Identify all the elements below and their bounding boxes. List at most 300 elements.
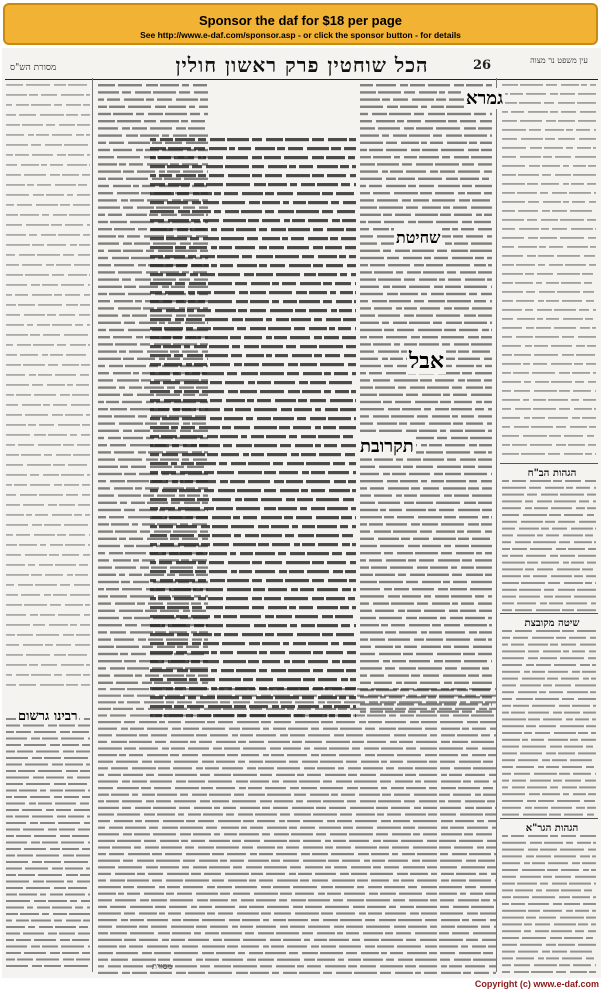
text-line-segment (564, 746, 583, 748)
text-line-segment (218, 721, 233, 723)
text-line-segment (502, 246, 514, 248)
text-line-segment (588, 237, 596, 239)
text-line-segment (489, 774, 496, 776)
text-line-segment (336, 192, 354, 195)
text-line-segment (115, 602, 135, 604)
text-line-segment (352, 606, 356, 609)
text-line-segment (257, 846, 275, 848)
text-line-segment (290, 552, 305, 555)
sponsor-title[interactable]: Sponsor the daf for $18 per page (199, 13, 402, 28)
text-line-segment (365, 728, 375, 730)
text-line-segment (262, 807, 270, 809)
text-line-segment (378, 800, 401, 802)
text-line-segment (148, 708, 163, 710)
text-line-segment (398, 919, 422, 921)
text-line-segment (98, 444, 107, 446)
text-line-segment (153, 833, 176, 835)
text-line-segment (179, 386, 194, 388)
text-line-segment (237, 327, 246, 330)
text-line-segment (203, 813, 223, 815)
text-line-segment (567, 691, 588, 693)
text-line-segment (421, 912, 437, 914)
text-line-segment (502, 596, 516, 598)
text-line-segment (194, 807, 212, 809)
text-line-segment (26, 783, 50, 785)
text-line-segment (245, 318, 263, 321)
text-line-segment (502, 500, 522, 502)
text-line-segment (150, 255, 163, 258)
text-line-segment (167, 873, 189, 875)
text-line-segment (502, 291, 523, 293)
text-line-segment (448, 91, 461, 93)
text-line-segment (239, 714, 247, 716)
text-line-segment (158, 597, 171, 600)
text-line-segment (578, 752, 596, 754)
text-line-segment (464, 473, 487, 475)
text-line-segment (110, 688, 125, 690)
text-line-segment (98, 912, 121, 914)
text-line-segment (156, 860, 180, 862)
text-line-segment (277, 846, 283, 848)
text-line-segment (157, 646, 175, 648)
text-line-segment (50, 848, 60, 850)
text-line-segment (160, 507, 175, 510)
text-line-segment (389, 714, 396, 716)
text-line-segment (286, 561, 310, 564)
text-line-segment (280, 489, 299, 492)
text-line-segment (379, 728, 396, 730)
text-line-segment (396, 932, 411, 934)
sponsor-subtitle[interactable]: See http://www.e-daf.com/sponsor.asp - or click the sponsor button - for details (140, 30, 461, 40)
text-line-segment (458, 899, 479, 901)
text-line-segment (388, 595, 400, 597)
text-line-segment (526, 93, 546, 95)
text-line-segment (167, 358, 180, 360)
text-line-segment (220, 893, 230, 895)
text-line-segment (560, 494, 584, 496)
text-line-segment (414, 794, 437, 796)
text-line-segment (427, 574, 449, 576)
text-line-segment (464, 502, 476, 504)
text-line-segment (360, 631, 383, 633)
text-line-segment (397, 873, 408, 875)
text-line-segment (183, 206, 195, 208)
text-line-segment (36, 751, 59, 753)
text-line-segment (360, 264, 368, 266)
text-line-segment (407, 120, 421, 122)
text-line-segment (313, 264, 323, 267)
text-line-segment (84, 718, 90, 720)
text-line-segment (453, 422, 463, 424)
text-line-segment (255, 147, 275, 150)
text-line-segment (249, 906, 264, 908)
text-line-segment (404, 494, 417, 496)
text-line-segment (546, 752, 556, 754)
section-rule (500, 613, 598, 614)
text-line-segment (312, 174, 324, 177)
text-line-segment (78, 184, 87, 186)
text-line-segment (482, 487, 492, 489)
text-line-segment (494, 926, 496, 928)
text-line-segment (234, 534, 241, 537)
sponsor-banner[interactable] (3, 3, 598, 45)
text-line-segment (371, 688, 389, 690)
text-line-segment (170, 570, 193, 573)
text-line-segment (546, 300, 559, 302)
text-line-segment (325, 965, 346, 967)
text-line-segment (452, 415, 458, 417)
text-line-segment (445, 242, 452, 244)
text-line-segment (290, 787, 299, 789)
text-line-segment (526, 664, 534, 666)
text-line-segment (173, 408, 180, 411)
text-line-segment (66, 770, 78, 772)
text-line-segment (128, 329, 150, 331)
text-line-segment (241, 210, 262, 213)
text-line-segment (346, 761, 357, 763)
text-line-segment (210, 734, 228, 736)
text-line-segment (139, 721, 157, 723)
text-line-segment (161, 846, 182, 848)
text-line-segment (159, 721, 165, 723)
text-line-segment (146, 250, 154, 252)
text-line-segment (277, 767, 300, 769)
text-line-segment (34, 835, 56, 837)
text-line-segment (540, 602, 547, 604)
text-line-segment (257, 820, 275, 822)
text-line-segment (543, 201, 561, 203)
text-line-segment (317, 165, 338, 168)
text-line-segment (538, 957, 544, 959)
text-line-segment (481, 926, 490, 928)
text-line-segment (555, 596, 571, 598)
shita-mekubetzet-title: שיטה מקובצת (524, 618, 580, 629)
text-line-segment (227, 754, 238, 756)
text-line-segment (169, 588, 191, 591)
text-line-segment (74, 514, 82, 516)
text-line-segment (394, 379, 418, 381)
text-line-segment (25, 414, 48, 416)
text-line-segment (210, 381, 222, 384)
text-line-segment (62, 952, 79, 954)
text-line-segment (351, 873, 367, 875)
text-line-segment (443, 206, 450, 208)
text-line-segment (146, 800, 154, 802)
text-line-segment (98, 767, 108, 769)
text-line-segment (42, 738, 58, 740)
text-line-segment (404, 91, 415, 93)
text-line-segment (242, 633, 263, 636)
text-line-segment (136, 336, 143, 338)
text-line-segment (189, 678, 197, 681)
text-line-segment (150, 228, 173, 231)
text-line-segment (404, 156, 417, 158)
text-line-segment (162, 286, 169, 288)
text-line-segment (563, 165, 569, 167)
text-line-segment (315, 873, 336, 875)
text-line-segment (360, 538, 374, 540)
text-line-segment (373, 228, 389, 230)
text-line-segment (40, 544, 46, 546)
text-line-segment (360, 473, 379, 475)
text-line-segment (402, 163, 412, 165)
text-line-segment (152, 688, 162, 690)
text-line-segment (176, 314, 186, 316)
text-line-segment (515, 541, 531, 543)
text-line-segment (38, 374, 52, 376)
text-line-segment (286, 846, 299, 848)
text-line-segment (53, 214, 67, 216)
text-line-segment (460, 120, 476, 122)
text-line-segment (275, 255, 299, 258)
text-line-segment (502, 698, 512, 700)
text-line-segment (330, 237, 338, 240)
text-line-segment (367, 906, 386, 908)
text-line-segment (441, 552, 452, 554)
text-line-segment (360, 343, 371, 345)
text-line-segment (515, 889, 533, 891)
text-line-segment (250, 853, 257, 855)
text-line-segment (150, 246, 173, 249)
text-line-segment (98, 538, 117, 540)
text-line-segment (135, 487, 142, 489)
text-line-segment (529, 165, 540, 167)
text-line-segment (134, 617, 150, 619)
text-line-segment (235, 498, 242, 501)
text-line-segment (556, 444, 566, 446)
text-line-segment (413, 538, 429, 540)
text-line-segment (572, 201, 585, 203)
text-line-segment (110, 408, 127, 410)
text-line-segment (150, 780, 172, 782)
text-line-segment (510, 555, 523, 557)
text-line-segment (546, 120, 556, 122)
text-line-segment (270, 747, 281, 749)
page-footer-word: מסורת (152, 962, 173, 971)
text-line-segment (240, 615, 261, 618)
text-line-segment (464, 286, 487, 288)
text-line-segment (130, 631, 153, 633)
text-line-segment (348, 774, 357, 776)
text-line-segment (419, 156, 439, 158)
text-line-segment (333, 570, 343, 573)
text-line-segment (127, 893, 140, 895)
text-line-segment (393, 820, 410, 822)
text-line-segment (352, 741, 364, 743)
text-line-segment (401, 840, 423, 842)
text-line-segment (521, 138, 543, 140)
text-line-segment (313, 228, 323, 231)
text-line-segment (199, 444, 220, 447)
text-line-segment (439, 932, 449, 934)
text-line-segment (109, 106, 125, 108)
text-line-segment (476, 807, 492, 809)
text-line-segment (33, 624, 45, 626)
text-line-segment (257, 381, 271, 384)
text-line-segment (376, 833, 388, 835)
text-line-segment (522, 678, 545, 680)
text-line-segment (197, 498, 209, 501)
text-line-segment (387, 106, 398, 108)
text-line-segment (44, 594, 51, 596)
text-line-segment (394, 192, 418, 194)
text-line-segment (415, 959, 437, 961)
text-line-segment (41, 664, 57, 666)
text-line-segment (236, 972, 248, 974)
text-line-segment (386, 523, 407, 525)
text-line-segment (349, 833, 373, 835)
text-line-segment (70, 344, 86, 346)
text-line-segment (311, 754, 319, 756)
text-line-segment (570, 739, 578, 741)
text-line-segment (360, 394, 377, 396)
text-line-segment (259, 228, 267, 231)
text-line-segment (571, 562, 584, 564)
text-line-segment (408, 185, 416, 187)
text-line-segment (98, 98, 104, 100)
text-line-segment (377, 945, 394, 947)
text-line-segment (502, 575, 521, 577)
text-line-segment (305, 906, 322, 908)
text-line-segment (154, 530, 171, 532)
text-line-segment (98, 127, 118, 129)
text-line-segment (244, 336, 262, 339)
text-line-segment (60, 204, 70, 206)
text-line-segment (225, 606, 249, 609)
text-line-segment (553, 712, 562, 714)
text-line-segment (502, 354, 512, 356)
text-line-segment (344, 354, 356, 357)
text-line-segment (530, 780, 551, 782)
text-line-segment (546, 84, 557, 86)
text-line-segment (69, 214, 90, 216)
text-line-segment (124, 721, 135, 723)
text-line-segment (380, 972, 391, 974)
text-line-segment (212, 853, 224, 855)
text-line-segment (16, 104, 29, 106)
text-line-segment (428, 509, 436, 511)
text-line-segment (453, 394, 467, 396)
text-line-segment (168, 147, 191, 150)
text-line-segment (559, 773, 570, 775)
text-line-segment (57, 344, 66, 346)
text-line-segment (150, 264, 173, 267)
text-line-segment (338, 959, 344, 961)
text-line-segment (369, 559, 382, 561)
text-line-segment (83, 674, 90, 676)
text-line-segment (353, 906, 365, 908)
text-line-segment (352, 747, 360, 749)
text-line-segment (176, 651, 187, 654)
text-line-segment (130, 906, 153, 908)
text-line-segment (132, 127, 147, 129)
text-line-segment (398, 610, 405, 612)
text-line-segment (360, 480, 383, 482)
text-line-segment (458, 170, 480, 172)
text-line-segment (287, 462, 304, 465)
text-line-segment (177, 701, 192, 703)
text-line-segment (339, 945, 361, 947)
text-line-segment (113, 708, 133, 710)
text-line-segment (356, 827, 373, 829)
text-line-segment (221, 827, 239, 829)
text-line-segment (360, 329, 382, 331)
text-line-segment (443, 646, 451, 648)
text-line-segment (66, 920, 81, 922)
text-line-segment (88, 544, 90, 546)
text-line-segment (98, 866, 115, 868)
text-line-segment (270, 264, 285, 267)
text-line-segment (294, 408, 312, 411)
copyright-notice[interactable]: Copyright (c) www.e-daf.com (474, 979, 599, 989)
text-line-segment (451, 408, 472, 410)
text-line-segment (272, 780, 279, 782)
text-line-segment (473, 932, 496, 934)
text-line-segment (544, 596, 553, 598)
text-line-segment (98, 559, 109, 561)
text-line-segment (169, 552, 192, 555)
text-line-segment (250, 291, 266, 294)
text-line-segment (418, 667, 442, 669)
text-line-segment (353, 714, 365, 716)
text-line-segment (360, 199, 374, 201)
text-line-segment (470, 250, 492, 252)
text-line-segment (360, 106, 383, 108)
text-line-segment (130, 932, 154, 934)
text-line-segment (391, 415, 414, 417)
text-line-segment (532, 417, 545, 419)
text-line-segment (418, 703, 442, 705)
text-line-segment (302, 525, 315, 528)
text-line-segment (162, 827, 178, 829)
text-line-segment (528, 201, 539, 203)
text-line-segment (472, 538, 490, 540)
text-line-segment (150, 516, 167, 519)
text-line-segment (310, 417, 326, 420)
text-line-segment (235, 282, 247, 285)
text-line-segment (81, 364, 90, 366)
text-line-segment (48, 434, 67, 436)
text-line-segment (457, 530, 464, 532)
text-line-segment (118, 307, 141, 309)
text-line-segment (40, 790, 46, 792)
text-line-segment (588, 793, 596, 795)
text-line-segment (404, 127, 414, 129)
text-line-segment (76, 634, 90, 636)
text-line-segment (150, 165, 165, 168)
text-line-segment (502, 84, 518, 86)
text-line-segment (98, 178, 106, 180)
text-line-segment (171, 926, 194, 928)
text-line-segment (292, 660, 305, 663)
text-line-segment (572, 705, 590, 707)
text-line-segment (395, 708, 406, 710)
text-line-segment (436, 314, 460, 316)
text-line-segment (360, 379, 370, 381)
text-line-segment (98, 899, 112, 901)
text-line-segment (265, 615, 274, 618)
text-line-segment (122, 972, 130, 974)
text-line-segment (199, 426, 220, 429)
text-line-segment (289, 827, 297, 829)
text-line-segment (65, 414, 83, 416)
text-line-segment (440, 714, 449, 716)
text-line-segment (525, 507, 532, 509)
text-line-segment (283, 201, 289, 204)
text-line-segment (168, 624, 190, 627)
text-line-segment (517, 192, 537, 194)
text-line-segment (144, 893, 164, 895)
